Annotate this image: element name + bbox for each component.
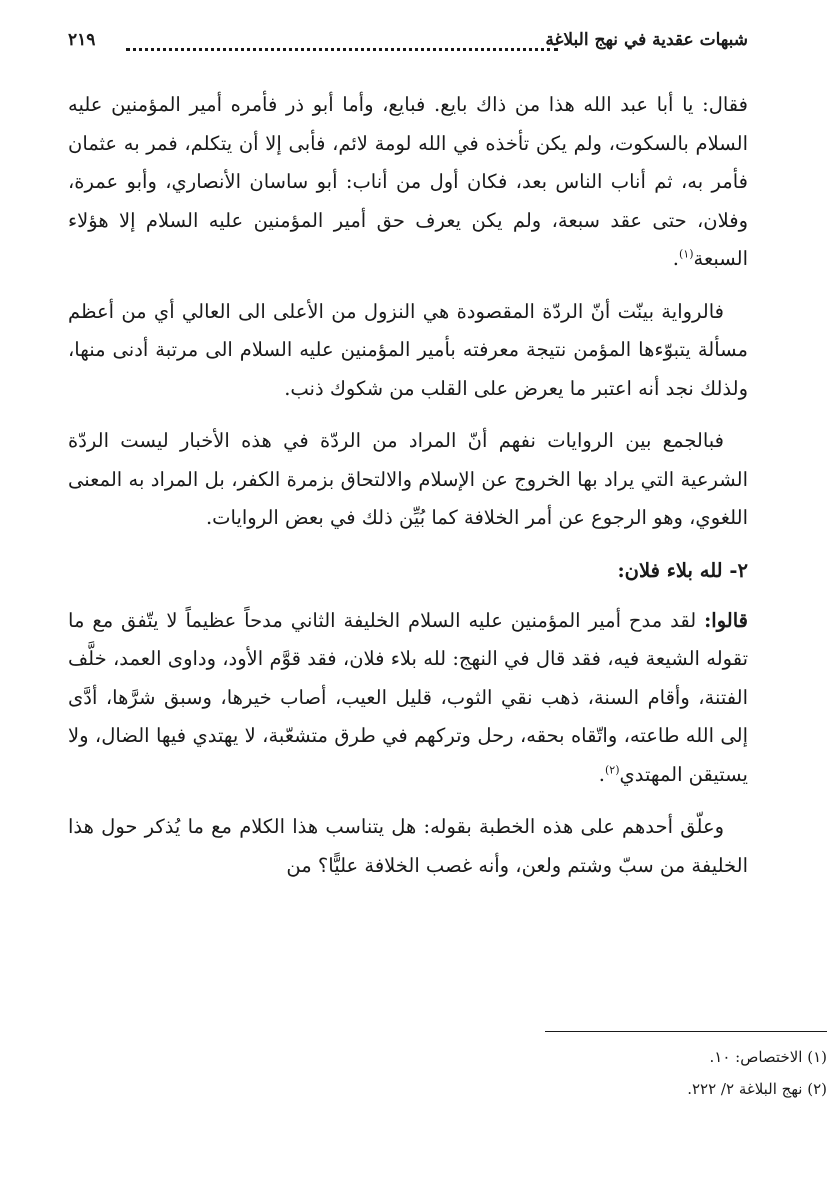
paragraph-text: لقد مدح أمير المؤمنين عليه السلام الخليفة الثاني مدحاً عظيماً لا يتّفق مع ما تقوله الشيعة فيه، فقد قال في النهج: لله بلاء فلان، فقد قوَّم الأود، وداوى العمد، خلَّف الفتنة، وأقام السنة، ذهب نقي الثوب، قليل العيب، أصاب خيرها، وسبق شرَّها، أدَّى إلى الله طاعته، واتّقاه بحقه، رحل وتركهم في طرق متشعّبة، لا يهتدي فيها الضال، ولا يستيقن المهتدي (68, 608, 748, 786)
paragraph-text: فقال: يا أبا عبد الله هذا من ذاك بايع. فبايع، وأما أبو ذر فأمره أمير المؤمنين عليه السلام بالسكوت، ولم يكن تأخذه في الله لومة لائم، فأبى إلا أن يتكلم، فمر به عثمان فأمر به، ثم أناب الناس بعد، فكان أول من أناب: أبو ساسان الأنصاري، وأبو عمرة، وفلان، حتى عقد سبعة، ولم يكن يعرف حق أمير المؤمنين عليه السلام إلا هؤلاء السبعة (68, 93, 748, 270)
section-heading: ٢- لله بلاء فلان: (617, 558, 748, 582)
running-header (68, 30, 748, 60)
paragraph-text: فبالجمع بين الروايات نفهم أنّ المراد من الردّة في هذه الأخبار ليست الردّة الشرعية التي يراد بها الخروج عن الإسلام والالتحاق بزمرة الكفر، بل المراد به المعنى اللغوي، وهو الرجوع عن أمر الخلافة كما بُيِّن ذلك في بعض الروايات. (68, 429, 748, 529)
paragraph (68, 293, 748, 409)
header-dot-leader (126, 48, 558, 51)
paragraph-text: . (598, 762, 605, 786)
paragraph (68, 422, 748, 538)
body-text (68, 86, 748, 885)
running-title: شبهات عقدية في نهج البلاغة (545, 30, 748, 50)
speaker-label: قالوا: (704, 608, 748, 632)
footnote: (٢) نهج البلاغة ٢/ ٢٢٢. (687, 1080, 827, 1098)
paragraph-text: وعلّق أحدهم على هذه الخطبة بقوله: هل يتناسب هذا الكلام مع ما يُذكر حول هذا الخليفة من سبّ وشتم ولعن، وأنه غصب الخلافة عليًّا؟ من (68, 815, 748, 877)
footnotes (147, 1041, 827, 1105)
paragraph-text: . (672, 247, 679, 270)
footnote-separator (545, 1031, 827, 1032)
paragraph (68, 602, 748, 795)
footnote-reference: (٢) (604, 763, 620, 776)
book-page (68, 30, 748, 899)
footnote-reference: (١) (678, 247, 694, 261)
page-number: ٢١٩ (68, 30, 96, 50)
paragraph (68, 808, 748, 885)
footnote: (١) الاختصاص: ١٠. (709, 1048, 827, 1066)
paragraph (68, 86, 748, 279)
paragraph-text: فالرواية بينّت أنّ الردّة المقصودة هي النزول من الأعلى الى العالي أي من أعظم مسألة يتبوّءها المؤمن نتيجة معرفته بأمير المؤمنين عليه السلام الى مرتبة أدنى منها، ولذلك نجد أنه اعتبر ما يعرض على القلب من شكوك ذنب. (68, 299, 748, 400)
